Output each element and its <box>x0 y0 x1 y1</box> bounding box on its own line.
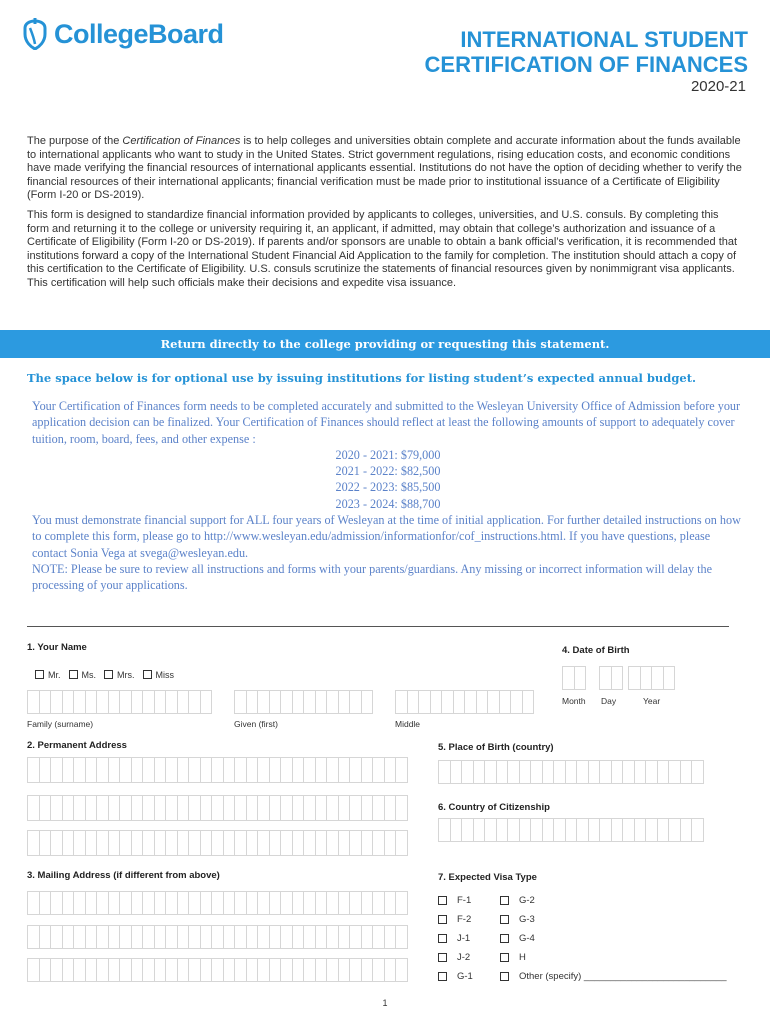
title-line-1: INTERNATIONAL STUDENT <box>460 27 748 52</box>
title-line-2: CERTIFICATION OF FINANCES <box>424 52 748 77</box>
mailing-address-line-1[interactable] <box>27 891 407 915</box>
budget-note: NOTE: Please be sure to review all instructions and forms with your parents/guardians. Any missing or incorrect information will delay the processing of your applications. <box>32 561 712 593</box>
visa-f2-option[interactable]: F-2 <box>438 914 471 925</box>
middle-label: Middle <box>395 719 421 729</box>
visa-g2-option[interactable]: G-2 <box>500 895 535 906</box>
checkbox-mrs[interactable]: Mrs. <box>104 670 135 680</box>
permanent-address-label: 2. Permanent Address <box>27 740 127 751</box>
return-banner: Return directly to the college providing or requesting this statement. <box>0 330 770 358</box>
page-number: 1 <box>382 998 388 1008</box>
optional-heading: The space below is for optional use by issuing institutions for listing student’s expected annual budget. <box>27 371 697 385</box>
college-board-logo <box>22 18 224 50</box>
visa-j1-option[interactable]: J-1 <box>438 933 470 944</box>
family-label: Family (surname) <box>27 719 94 729</box>
mailing-address-line-3[interactable] <box>27 958 407 982</box>
logo-text: CollegeBoard <box>54 18 224 49</box>
page-title <box>425 27 748 77</box>
intro-paragraph-1: The purpose of the Certification of Finances is to help colleges and universities obtain complete and accurate information about the funds available to international applicants who want to study in the United States. Strict government regulations, rising education costs, and economic conditions have made verifying the financial resources of international applicants essential. Institutions do not have the option of deciding whether to verify the financial resources of their international applicants; financial verification must be made prior to institutional issuance of a Certificate of Eligibility (Form I-20 or DS-2019). <box>27 135 742 202</box>
checkbox-mr[interactable]: Mr. <box>35 670 61 680</box>
checkbox-ms[interactable]: Ms. <box>69 670 97 680</box>
budget-year-4: 2023 - 2024: $88,700 <box>335 496 441 511</box>
visa-g1-option[interactable]: G-1 <box>438 971 473 982</box>
mailing-address-line-2[interactable] <box>27 925 407 949</box>
visa-other-option[interactable]: Other (specify) ___________________________ <box>500 971 727 982</box>
checkbox-miss[interactable]: Miss <box>143 670 175 680</box>
given-label: Given (first) <box>234 719 278 729</box>
visa-g3-option[interactable]: G-3 <box>500 914 535 925</box>
day-label: Day <box>601 696 617 706</box>
budget-intro: Your Certification of Finances form needs to be completed accurately and submitted to the Wesleyan University Office of Admission before your application decision can be finalized. Your Certification of Finances should reflect at least the following amounts of support to adequately cover tuition, room, board, fees, and other expense : <box>32 399 741 446</box>
permanent-address-line-1[interactable] <box>27 757 407 783</box>
acorn-shield-icon <box>22 18 48 50</box>
budget-year-2: 2021 - 2022: $82,500 <box>335 464 441 479</box>
permanent-address-line-3[interactable] <box>27 830 407 856</box>
form-year: 2020-21 <box>690 78 746 95</box>
permanent-address-line-2[interactable] <box>27 795 407 821</box>
middle-name-input[interactable] <box>395 690 533 714</box>
divider <box>27 626 729 627</box>
family-name-input[interactable] <box>27 690 211 714</box>
citizenship-label: 6. Country of Citizenship <box>438 802 550 813</box>
dob-label: 4. Date of Birth <box>562 645 630 656</box>
dob-day-input[interactable] <box>599 666 622 690</box>
visa-f1-option[interactable]: F-1 <box>438 895 471 906</box>
budget-text <box>32 398 744 594</box>
birthplace-label: 5. Place of Birth (country) <box>438 742 554 753</box>
your-name-label: 1. Your Name <box>27 642 87 653</box>
visa-j2-option[interactable]: J-2 <box>438 952 470 963</box>
mailing-address-label: 3. Mailing Address (if different from above) <box>27 870 220 881</box>
year-label: Year <box>643 696 661 706</box>
budget-demonstrate: You must demonstrate financial support for ALL four years of Wesleyan at the time of initial application. For further detailed instructions on how to complete this form, please go to http://www.wesleyan.edu/admission/informationfor/cof_instructions.html. If you have questions, please contact Sonia Vega at svega@wesleyan.edu. <box>32 513 741 560</box>
given-name-input[interactable] <box>234 690 372 714</box>
budget-year-1: 2020 - 2021: $79,000 <box>335 447 441 462</box>
visa-label: 7. Expected Visa Type <box>438 872 537 883</box>
month-label: Month <box>562 696 586 706</box>
visa-g4-option[interactable]: G-4 <box>500 933 535 944</box>
visa-h-option[interactable]: H <box>500 952 526 963</box>
dob-year-input[interactable] <box>628 666 674 690</box>
birthplace-input[interactable] <box>438 760 703 784</box>
intro-paragraph-2: This form is designed to standardize financial information provided by applicants to colleges, universities, and U.S. consuls. By completing this form and returning it to the college or university requiring it, an applicant, if admitted, may obtain that college’s authorization and issuance of a Certificate of Eligibility (Form I-20 or DS-2019). If parents and/or sponsors are unable to obtain a bank official’s verification, it is recommended that institutions forward a copy of the International Student Financial Aid Application to the family for completion. The institution should attach a copy of this certification to the Certificate of Eligibility. U.S. consuls scrutinize the statements of financial resources given by nonimmigrant visa applicants. This certification will help such officials make their decisions and expedite visa issuance. <box>27 208 738 289</box>
intro-text <box>27 135 743 297</box>
dob-month-input[interactable] <box>562 666 585 690</box>
budget-year-3: 2022 - 2023: $85,500 <box>335 480 441 495</box>
title-checkboxes <box>35 666 182 684</box>
citizenship-input[interactable] <box>438 818 703 842</box>
